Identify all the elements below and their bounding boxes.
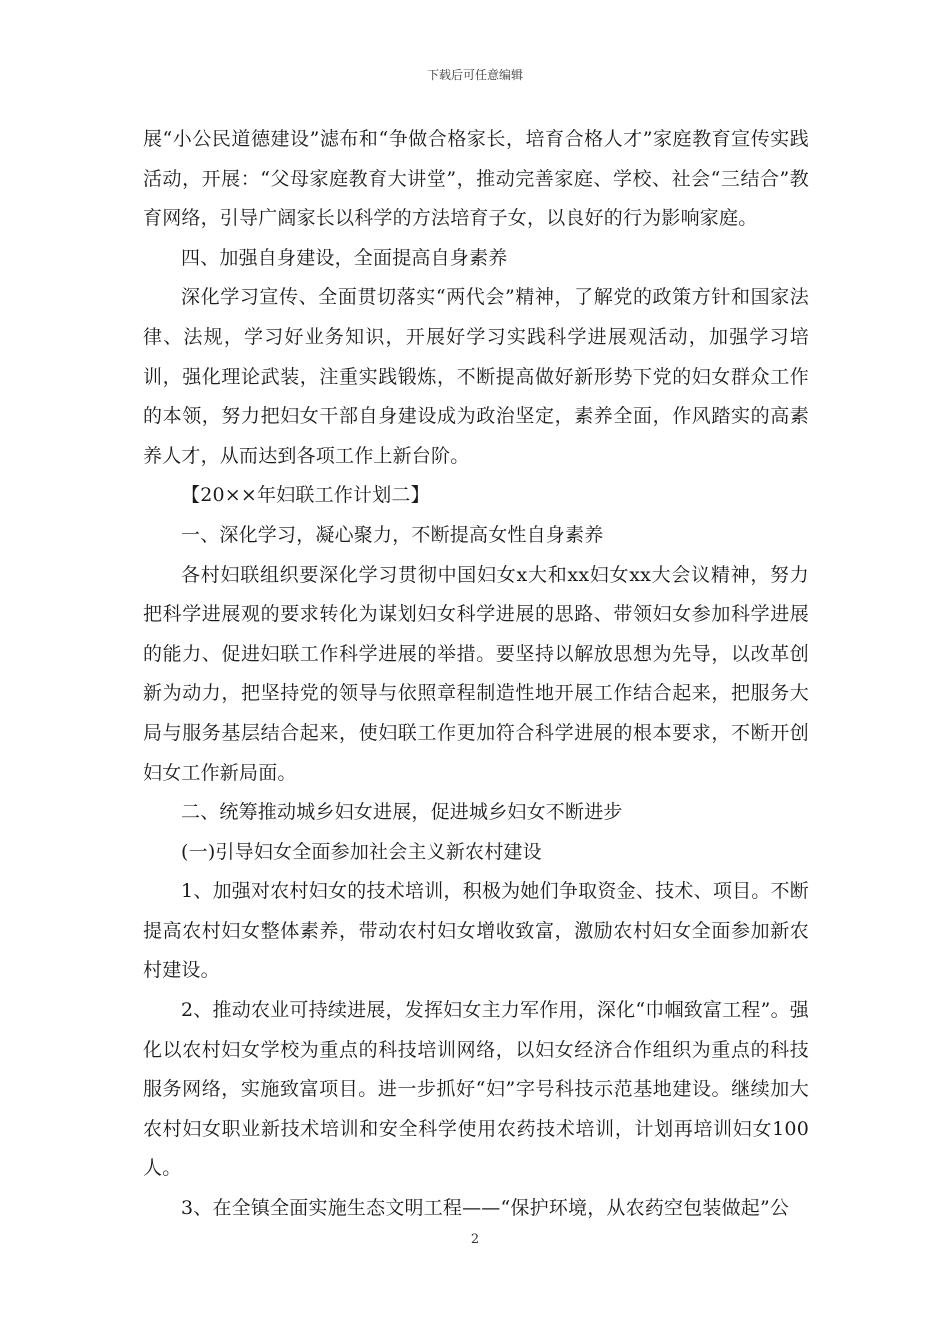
paragraph: 深化学习宣传、全面贯切落实“两代会”精神，了解党的政策方针和国家法律、法规，学习好业务知识，开展好学习实践科学进展观活动，加强学习培训，强化理论武装，注重实践锻炼，不断提高做好新形势下党的妇女群众工作的本领，努力把妇女干部自身建设成为政治坚定，素养全面，作风踏实的高素养人才，从而达到各项工作上新台阶。 bbox=[143, 286, 809, 467]
subsection-heading: (一)引导妇女全面参加社会主义新农村建设 bbox=[181, 840, 542, 863]
plan-title: 【20××年妇联工作计划二】 bbox=[181, 484, 430, 507]
page-header: 下载后可任意编辑 bbox=[426, 68, 523, 82]
page-number: 2 bbox=[470, 1232, 480, 1247]
list-item-3: 3、在全镇全面实施生态文明工程——“保护环境，从农药空包装做起”公 bbox=[181, 1197, 790, 1220]
section-heading-four: 四、加强自身建设，全面提高自身素养 bbox=[181, 246, 508, 269]
list-item-1: 1、加强对农村妇女的技术培训，积极为她们争取资金、技术、项目。不断提高农村妇女整体素养，带动农村妇女增收致富，激励农村妇女全面参加新农村建设。 bbox=[143, 880, 809, 982]
list-item-2: 2、推动农业可持续进展，发挥妇女主力军作用，深化“巾帼致富工程”。强化以农村妇女学校为重点的科技培训网络，以妇女经济合作组织为重点的科技服务网络，实施致富项目。进一步抓好“妇”字号科技示范基地建设。继续加大农村妇女职业新技术培训和安全科学使用农药技术培训，计划再培训妇女100人。 bbox=[143, 999, 809, 1180]
section-heading-one: 一、深化学习，凝心聚力，不断提高女性自身素养 bbox=[181, 523, 604, 546]
paragraph-continuation: 展“小公民道德建设”滤布和“争做合格家长，培育合格人才”家庭教育宣传实践活动，开展：“父母家庭教育大讲堂”，推动完善家庭、学校、社会“三结合”教育网络，引导广阔家长以科学的方法培育子女，以良好的行为影响家庭。 bbox=[143, 128, 809, 230]
paragraph: 各村妇联组织要深化学习贯彻中国妇女x大和xx妇女xx大会议精神，努力把科学进展观的要求转化为谋划妇女科学进展的思路、带领妇女参加科学进展的能力、促进妇联工作科学进展的举措。要坚持以解放思想为先导，以改革创新为动力，把坚持党的领导与依照章程制造性地开展工作结合起来，把服务大局与服务基层结合起来，使妇联工作更加符合科学进展的根本要求，不断开创妇女工作新局面。 bbox=[143, 563, 809, 784]
section-heading-two: 二、统筹推动城乡妇女进展，促进城乡妇女不断进步 bbox=[181, 801, 623, 824]
document-body bbox=[143, 120, 809, 1229]
